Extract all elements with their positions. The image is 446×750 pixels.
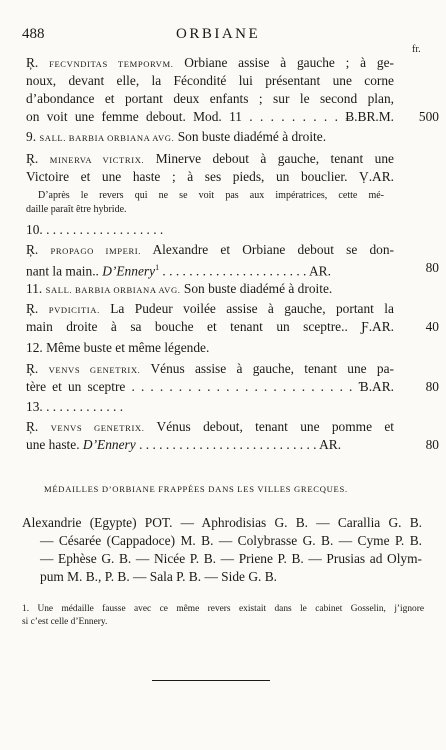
- entry-line: [26, 128, 394, 147]
- description: Son buste diadémé à droite.: [177, 129, 327, 144]
- coin-legend: VENVS GENETRIX.: [50, 423, 145, 433]
- coin-legend: SALL. BARBIA ORBIANA AVG.: [39, 133, 175, 143]
- entry-line: d’abondance et portant deux enfants ; sur le second plan,: [26, 91, 394, 106]
- price: 80: [425, 379, 439, 394]
- reverse-symbol: Ŗ.: [26, 419, 39, 434]
- reverse-symbol: Ŗ.: [26, 361, 39, 376]
- description: La Pudeur voilée assise à gauche, portant la: [110, 301, 394, 316]
- coin-legend: FECVNDITAS TEMPORVM.: [49, 59, 174, 69]
- footnote: si c’est celle d’Ennery.: [22, 617, 108, 627]
- entry-line: on voit une femme debout. Mod. 11 . . . . . . . . . Ƀ.BR.M.: [26, 109, 394, 124]
- coin-legend: PROPAGO IMPERI.: [50, 246, 142, 256]
- entry-number: 9.: [26, 129, 40, 144]
- collection-name: D’Ennery: [82, 437, 136, 452]
- unit-label: fr.: [412, 44, 421, 55]
- entry-line: [26, 300, 394, 319]
- entry-line: [26, 54, 394, 73]
- page-number: 488: [22, 26, 45, 42]
- coin-legend: VENVS GENETRIX.: [48, 365, 141, 375]
- description: Orbiane assise à gauche ; à ge-: [184, 55, 394, 70]
- entry-line: [26, 259, 394, 279]
- footnote-ref: 1: [155, 263, 160, 272]
- entry-line: [26, 280, 394, 299]
- footnote: 1. Une médaille fausse avec ce même revers existait dans le cabinet Gosselin, j’ignore: [22, 604, 424, 614]
- section-line: — Ephèse G. B. — Nicée P. B. — Priene P. B. — Prusias ad Olym-: [40, 551, 422, 566]
- section-line: pum M. B., P. B. — Sala P. B. — Side G. B.: [40, 569, 277, 584]
- section-heading: MÉDAILLES D’ORBIANE FRAPPÉES DANS LES VILLES GRECQUES.: [44, 484, 348, 494]
- reverse-symbol: Ŗ.: [26, 151, 39, 166]
- description: nant la main..: [26, 263, 99, 279]
- reverse-symbol: Ŗ.: [26, 301, 39, 316]
- entry-number: 11.: [26, 281, 46, 296]
- price: 80: [425, 437, 439, 452]
- description: une haste.: [26, 437, 80, 452]
- coin-legend: MINERVA VICTRIX.: [49, 155, 145, 165]
- price: 40: [425, 319, 439, 334]
- entry-line: [26, 360, 394, 379]
- entry-line: [26, 241, 394, 260]
- description: Alexandre et Orbiane debout se don-: [152, 242, 395, 257]
- price: 500: [418, 109, 439, 124]
- entry-line: Victoire et une haste ; à ses pieds, un bouclier. Ṿ.AR.: [26, 169, 394, 184]
- reverse-symbol: Ŗ.: [26, 242, 39, 257]
- reverse-symbol: Ŗ.: [26, 55, 39, 70]
- entry-line: [26, 150, 394, 169]
- entry-line: noux, devant elle, la Fécondité lui présentant une corne: [26, 73, 394, 88]
- entry-line: 10. . . . . . . . . . . . . . . . . . .: [26, 222, 164, 237]
- entry-line: main droite à sa bouche et tenant un sceptre.. Ƒ.AR.: [26, 319, 394, 334]
- leader-and-metal: . . . . . . . . . . . . . . . . . . . . . . . . . . . AR.: [139, 437, 342, 452]
- collection-name: D’Ennery: [102, 263, 156, 279]
- running-title: ORBIANE: [176, 26, 261, 42]
- section-line: Alexandrie (Egypte) POT. — Aphrodisias G. B. — Carallia G. B.: [22, 515, 422, 530]
- coin-legend: PVDICITIA.: [48, 305, 100, 315]
- description: Vénus assise à gauche, tenant une pa-: [150, 361, 394, 376]
- entry-line: tère et un sceptre . . . . . . . . . . . . . . . . . . . . . . . . Ɓ.AR.: [26, 379, 394, 394]
- entry-line: [26, 436, 394, 453]
- entry-note: daille paraît être hybride.: [26, 204, 127, 215]
- entry-line: [26, 418, 394, 437]
- section-line: — Césarée (Cappadoce) M. B. — Colybrasse G. B. — Cyme P. B.: [40, 533, 422, 548]
- price: 80: [425, 260, 439, 275]
- leader-and-metal: . . . . . . . . . . . . . . . . . . . . . . AR.: [162, 263, 331, 279]
- coin-legend: SALL. BARBIA ORBIANA AVG.: [45, 285, 181, 295]
- closing-rule: [152, 680, 270, 681]
- entry-line: 13. . . . . . . . . . . . .: [26, 399, 124, 414]
- entry-note: D’après le revers qui ne se voit pas aux impératrices, cette mé-: [38, 190, 384, 201]
- description: Minerve debout à gauche, tenant une: [155, 151, 395, 166]
- description: Vénus debout, tenant une pomme et: [156, 419, 394, 434]
- description: Son buste diadémé à droite.: [183, 281, 333, 296]
- entry-line: 12. Même buste et même légende.: [26, 340, 210, 355]
